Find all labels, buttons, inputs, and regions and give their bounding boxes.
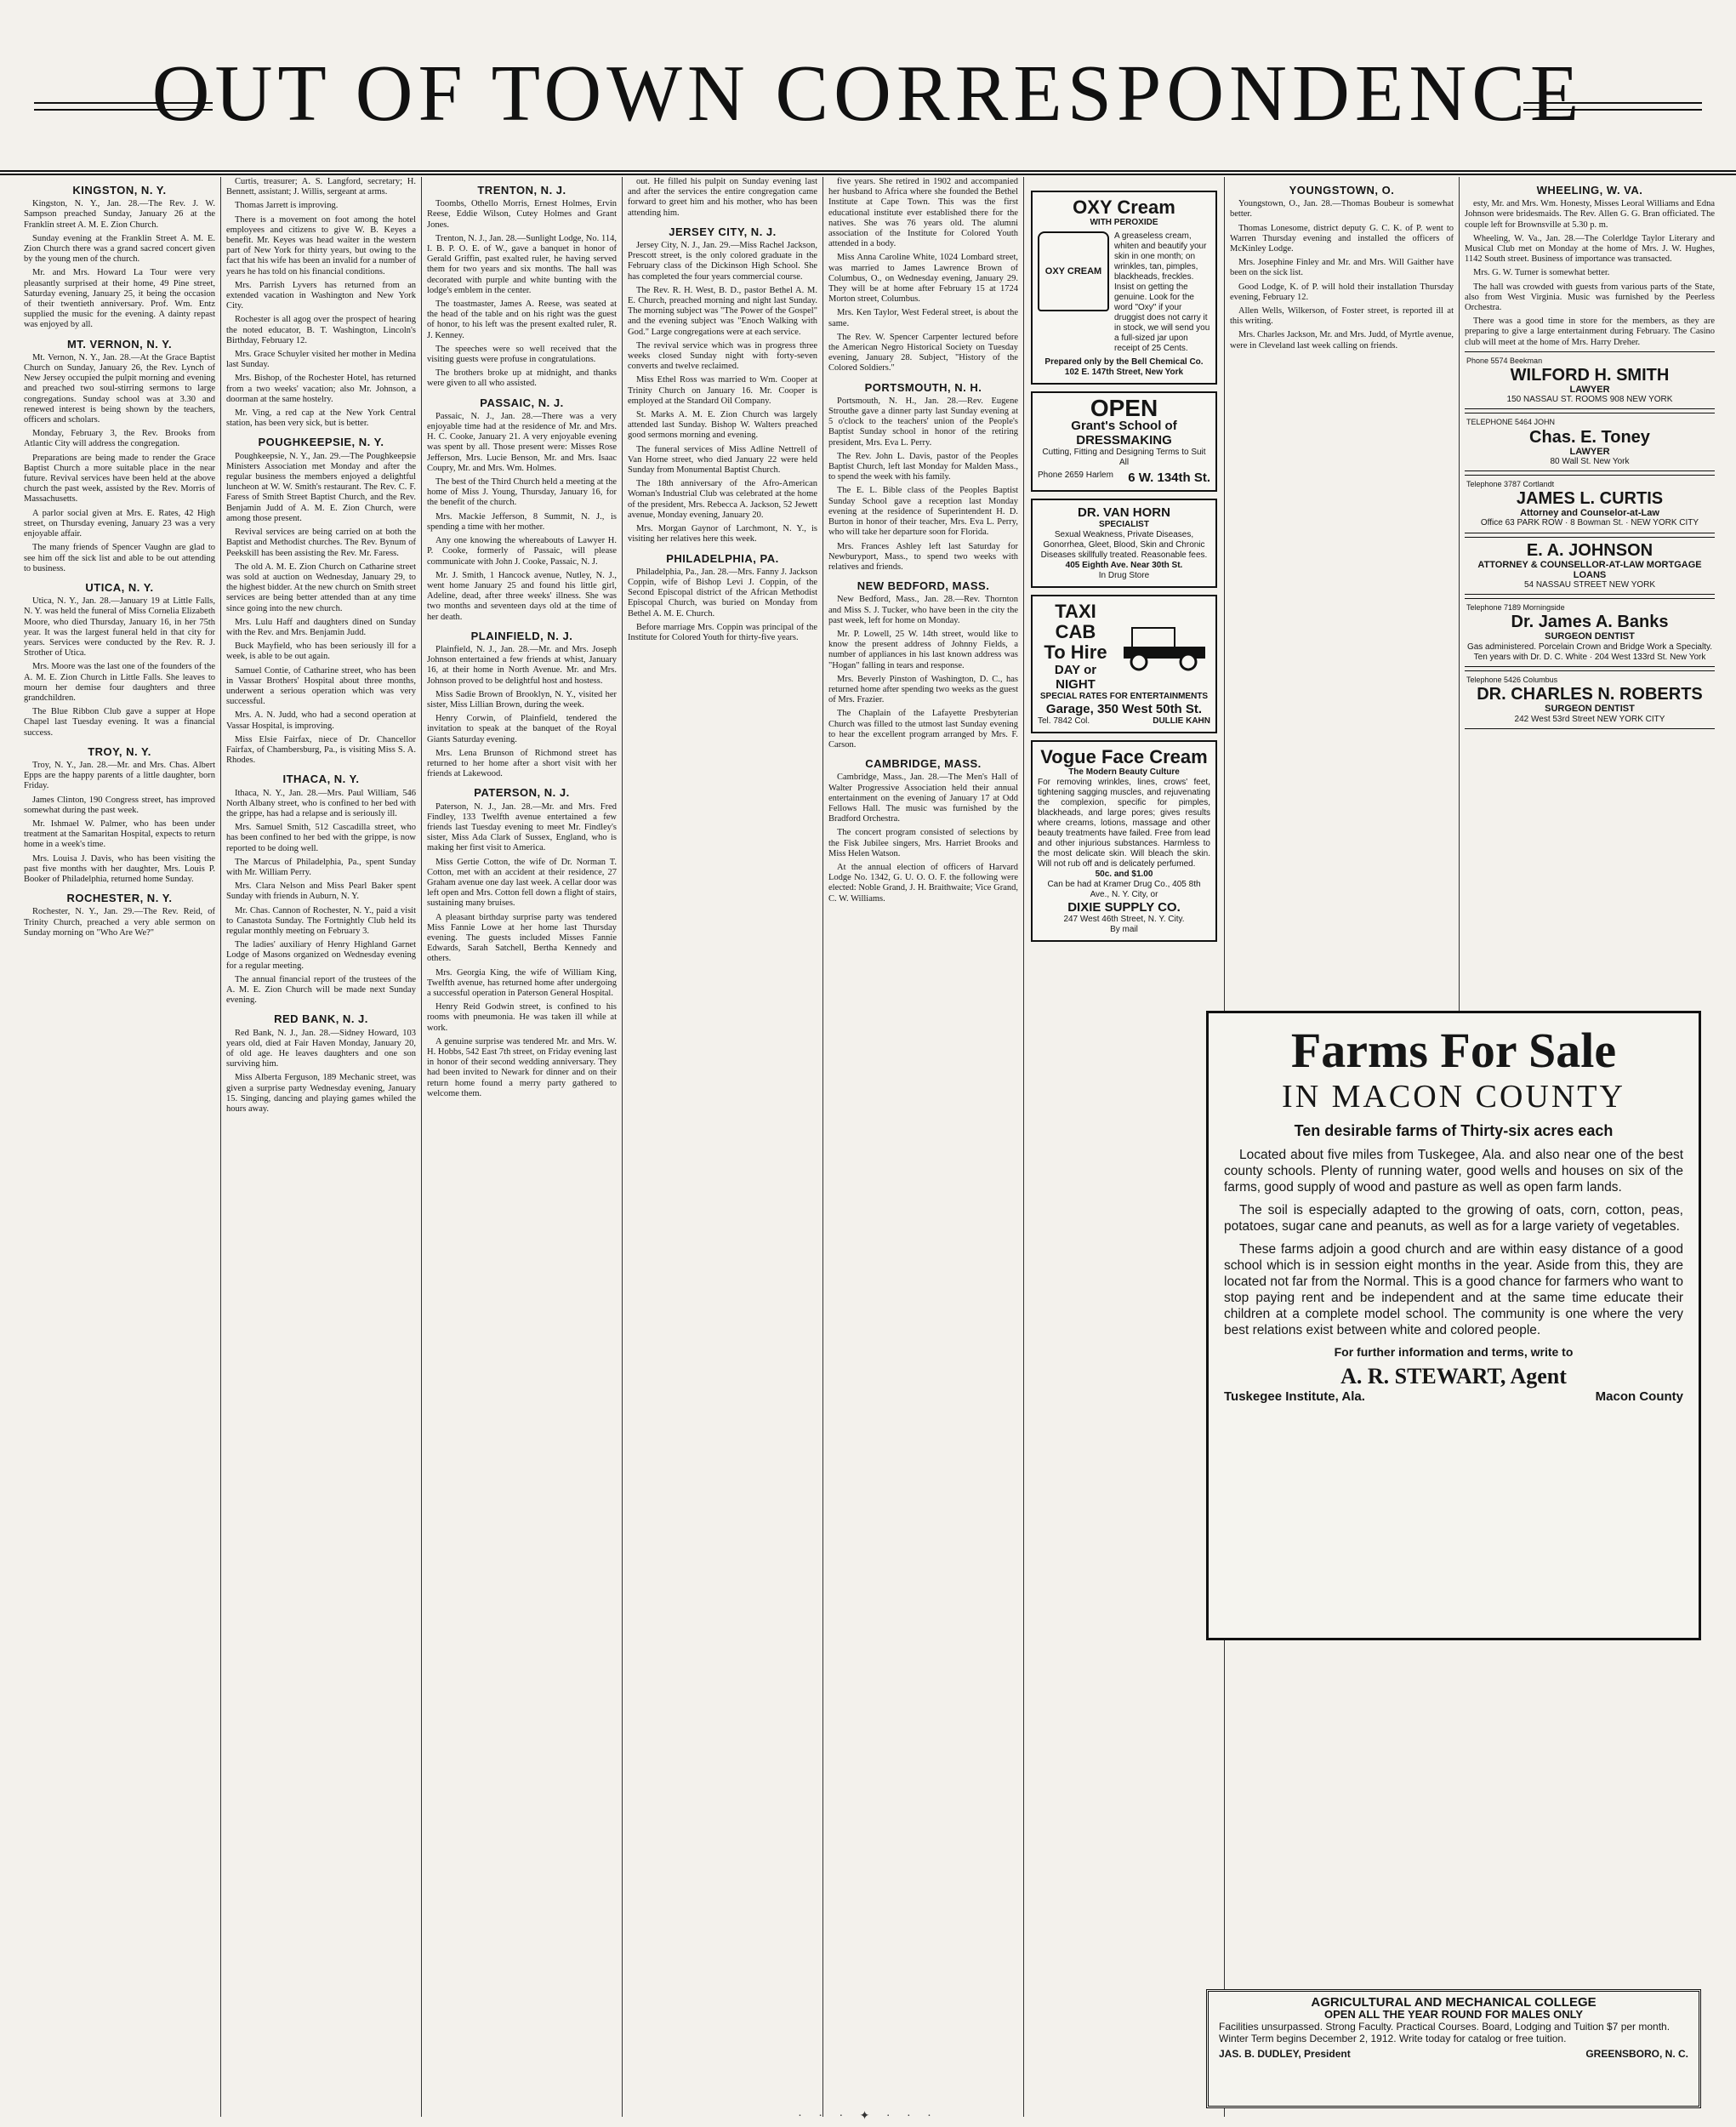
article-paragraph: A genuine surprise was tendered Mr. and Mrs. W. H. Hobbs, 542 East 7th street, on Friday evening last in honor of their second wedding anniversary. They had been invited to Newark for dinner and on their return home found a merry party gathered to welcome them. xyxy=(427,1036,617,1098)
business-card xyxy=(1465,670,1715,729)
cream-jar-icon: OXY CREAM xyxy=(1038,231,1109,311)
article-paragraph: The old A. M. E. Zion Church on Catharine street was sold at auction on Wednesday, January 29, to the highest bidder. At the new church on Smith street services are being better attended than at any time since going into the new church. xyxy=(226,562,416,613)
article-paragraph: Mrs. Grace Schuyler visited her mother in Medina last Sunday. xyxy=(226,350,416,370)
article-paragraph: Plainfield, N. J., Jan. 28.—Mr. and Mrs. Joseph Johnson entertained a few friends at whist, January 16, at their home in North Avenue. Mr. and Mrs. Johnson proved to be delightful host and hostess. xyxy=(427,644,617,686)
business-card xyxy=(1465,475,1715,533)
article-heading: PHILADELPHIA, PA. xyxy=(666,551,779,565)
business-card-tel: Telephone 3787 Cortlandt xyxy=(1466,480,1555,489)
article-paragraph: Sunday evening at the Franklin Street A. M. E. Zion Church there was a grand sacred concert given by the young men of the church. xyxy=(24,233,215,265)
business-card-name: Dr. James A. Banks xyxy=(1511,613,1669,632)
article-paragraph: Mr. and Mrs. Howard La Tour were very pleasantly surprised at their home, 49 Pine street, Saturday evening, January 25, it being the occasion of their twentieth anniversary. Prof. Wm. Entz supplied the music for the evening. A dainty repast was enjoyed by all. xyxy=(24,268,215,330)
article-paragraph: Revival services are being carried on at both the Baptist and Methodist churches. The Rev. Bynum of Peekskill has been assisting the Rev. Mr. Faress. xyxy=(226,527,416,558)
masthead xyxy=(0,0,1736,175)
oxy-subtitle: WITH PEROXIDE xyxy=(1090,218,1158,227)
taxi-garage: Garage, 350 West 50th St. xyxy=(1045,702,1203,716)
farms-place-left: Tuskegee Institute, Ala. xyxy=(1224,1389,1365,1404)
article-paragraph: Wheeling, W. Va., Jan. 28.—The Colerldge Taylor Literary and Musical Club met on Monday at the home of Mrs. J. W. Hughes, 1142 South street. Business of importance was transacted. xyxy=(1465,233,1715,265)
business-card-addr: Office 63 PARK ROW · 8 Bowman St. · NEW YORK CITY xyxy=(1480,518,1699,528)
article-heading: ROCHESTER, N. Y. xyxy=(66,892,173,905)
van-horn-sub: SPECIALIST xyxy=(1099,520,1149,529)
article-paragraph: A parlor social given at Mrs. E. Rates, 42 High street, on Thursday evening, January 23 was a very enjoyable affair. xyxy=(24,508,215,539)
business-card-name: Chas. E. Toney xyxy=(1529,427,1650,447)
business-card-addr: 150 NASSAU ST. ROOMS 908 NEW YORK xyxy=(1506,395,1673,405)
article-paragraph: There is a movement on foot among the hotel employees and citizens to give W. B. Keyes a benefit. Mr. Keyes was head waiter in the western part of New York for thirty years, but owing to the fact that his wife has been an invalid for a number of years he has told on his financial conditions. xyxy=(226,214,416,277)
article-paragraph: Mr. Ishmael W. Palmer, who has been under treatment at the Samaritan Hospital, expects to return home in a week's time. xyxy=(24,818,215,850)
article-paragraph: Ithaca, N. Y., Jan. 28.—Mrs. Paul William, 546 North Albany street, who is confined to her bed with the grippe, has had a relapse and is seriously ill. xyxy=(226,788,416,818)
business-card-name: JAMES L. CURTIS xyxy=(1516,489,1664,509)
vogue-body: For removing wrinkles, lines, crows' feet, tightening sagging muscles, and rejuvenating the complexion, specific for pimples, blackheads, and large pores; gives results where creams, lotions, massage and other beauty treatments have failed. Free from lead and other injurious substances. Harmless to the most delicate skin. Will bleach the skin. Will not rub off and is delicately perfumed. xyxy=(1038,778,1210,869)
article-paragraph: Henry Reid Godwin street, is confined to his rooms with pneumonia. He was taken ill while at work. xyxy=(427,1002,617,1033)
business-card-tel: Phone 5574 Beekman xyxy=(1466,356,1543,365)
business-card xyxy=(1465,351,1715,410)
masthead-ornament-right xyxy=(1523,102,1702,111)
article-paragraph: Mrs. Lulu Haff and daughters dined on Sunday with the Rev. and Mrs. Benjamin Judd. xyxy=(226,617,416,637)
article-paragraph: Trenton, N. J., Jan. 28.—Sunlight Lodge, No. 114, I. B. P. O. E. of W., gave a banquet in honor of Gerald Griffin, past exalted ruler, he having served them for two years and six months. The hall was decorated with purple and white bunting with the lodge's emblem in the center. xyxy=(427,233,617,295)
article-paragraph: Mrs. Josephine Finley and Mr. and Mrs. Will Gaither have been on the sick list. xyxy=(1230,258,1454,278)
farms-subtitle: IN MACON COUNTY xyxy=(1282,1079,1625,1115)
business-card-name: WILFORD H. SMITH xyxy=(1510,366,1670,385)
business-card-tel: Telephone 7189 Morningside xyxy=(1466,603,1565,613)
article-paragraph: Toombs, Othello Morris, Ernest Holmes, Ervin Reese, Eddie Wilson, Cutey Holmes and Grant Jones. xyxy=(427,199,617,230)
article-youngstown xyxy=(1230,185,1454,351)
article-heading: PASSAIC, N. J. xyxy=(480,396,564,409)
article-paragraph: New Bedford, Mass., Jan. 28.—Rev. Thornton and Miss S. J. Tucker, who have been in the city the past week, left for home on Monday. xyxy=(828,595,1018,625)
vogue-mail: By mail xyxy=(1110,925,1138,934)
article-paragraph: The Chaplain of the Lafayette Presbyterian Church was filled to the utmost last Sunday evening to hear the excellent program arranged by Mrs. F. Carson. xyxy=(828,709,1018,750)
article-paragraph: Samuel Contie, of Catharine street, who has been in Vassar Brothers' Hospital about three months, underwent a serious operation which was very successful. xyxy=(226,665,416,707)
column-4 xyxy=(623,177,823,2117)
article-paragraph: The speeches were so well received that the visiting guests were profuse in congratulations. xyxy=(427,344,617,365)
dressmaking-ad xyxy=(1031,391,1217,492)
vogue-supply-address: 247 West 46th Street, N. Y. City. xyxy=(1063,915,1185,924)
business-card xyxy=(1465,537,1715,596)
taxi-sub: To Hire xyxy=(1044,642,1107,663)
article-paragraph: Preparations are being made to render the Grace Baptist Church a more suitable place in the near future. Revival services have been held at the above church the past week, assisted by the Rev. Morris of Massachusetts. xyxy=(24,453,215,505)
article-paragraph: The 18th anniversary of the Afro-American Woman's Industrial Club was celebrated at the home of the president, Mrs. Rebecca A. Jackson, 52 Jewett avenue, Monday evening, January 20. xyxy=(628,479,817,520)
article-paragraph: Miss Alberta Ferguson, 189 Mechanic street, was given a surprise party Wednesday evening, January 15. Singing, dancing and playing games whiled the hours away. xyxy=(226,1073,416,1115)
article-heading: UTICA, N. Y. xyxy=(85,580,154,594)
article-wheeling xyxy=(1465,185,1715,348)
article-paragraph: St. Marks A. M. E. Zion Church was largely attended last Sunday. Bishop W. Walters preached good sermons morning and evening. xyxy=(628,410,817,441)
article-paragraph: Mrs. Beverly Pinston of Washington, D. C., has returned home after spending two weeks as the guest of Mrs. Frazier. xyxy=(828,674,1018,705)
college-place: GREENSBORO, N. C. xyxy=(1585,2048,1688,2060)
article-paragraph: Mr. Chas. Cannon of Rochester, N. Y., paid a visit to Canastota Sunday. The Fortnightly Club held its regular monthly meeting on February 3. xyxy=(226,905,416,936)
article-paragraph: Allen Wells, Wilkerson, of Foster street, is reported ill at this writing. xyxy=(1230,306,1454,327)
business-card-role: SURGEON DENTIST xyxy=(1545,631,1635,642)
article-heading: ITHACA, N. Y. xyxy=(282,773,360,786)
article-paragraph: The Blue Ribbon Club gave a supper at Hope Chapel last Tuesday evening. It was a financial success. xyxy=(24,707,215,738)
article-paragraph: Henry Corwin, of Plainfield, tendered the invitation to speak at the banquet of the Royal Giants Saturday evening. xyxy=(427,714,617,744)
business-card-role: SURGEON DENTIST xyxy=(1545,704,1635,715)
van-horn-ad xyxy=(1031,499,1217,588)
dressmaking-line: Cutting, Fitting and Designing Terms to Suit All xyxy=(1042,448,1206,467)
article-passaic xyxy=(427,398,617,623)
article-utica xyxy=(24,580,215,738)
article-paragraph: Red Bank, N. J., Jan. 28.—Sidney Howard, 103 years old, died at Fair Haven Monday, January 20, of old age. He leaves daughters and one son surviving him. xyxy=(226,1028,416,1069)
oxy-cream-ad xyxy=(1031,191,1217,385)
article-paragraph: Mrs. Lena Brunson of Richmond street has returned to her home after a short visit with her friends at Lakewood. xyxy=(427,748,617,779)
article-paragraph: Mrs. G. W. Turner is somewhat better. xyxy=(1473,268,1610,278)
article-heading: PORTSMOUTH, N. H. xyxy=(864,380,982,394)
oxy-maker: Prepared only by the Bell Chemical Co. 102 E. 147th Street, New York xyxy=(1044,357,1204,377)
van-horn-title: DR. VAN HORN xyxy=(1078,505,1170,520)
article-col5top xyxy=(628,177,817,219)
newspaper-page xyxy=(19,177,1720,2117)
column-1 xyxy=(19,177,221,2117)
vogue-supply: DIXIE SUPPLY CO. xyxy=(1067,900,1181,915)
college-body: Facilities unsurpassed. Strong Faculty. Practical Courses. Board, Lodging and Tuition $7 per month. Winter Term begins December 2, 1912. Write today for catalog or free tuition. xyxy=(1219,2021,1671,2044)
article-paragraph: Mrs. Clara Nelson and Miss Pearl Baker spent Sunday with friends in Auburn, N. Y. xyxy=(226,881,416,902)
article-paragraph: Mrs. Mackie Jefferson, 8 Summit, N. J., is spending a time with her mother. xyxy=(427,511,617,532)
article-paragraph: Mr. J. Smith, 1 Hancock avenue, Nutley, N. J., went home January 25 and found his little girl, Adeline, dead, after three weeks' illness. She was two months and seventeen days old at the time of her death. xyxy=(427,570,617,622)
farms-agent: A. R. STEWART, Agent xyxy=(1340,1364,1567,1389)
article-paragraph: Monday, February 3, the Rev. Brooks from Atlantic City will address the congregation. xyxy=(24,429,215,449)
vogue-title: Vogue Face Cream xyxy=(1040,746,1208,767)
article-heading: PLAINFIELD, N. J. xyxy=(470,629,573,642)
article-paragraph: Youngstown, O., Jan. 28.—Thomas Boubeur is somewhat better. xyxy=(1230,199,1454,220)
taxi-car-icon xyxy=(1117,621,1210,672)
business-card-role: LAWYER xyxy=(1569,385,1610,396)
article-paragraph: The brothers broke up at midnight, and thanks were given to all who assisted. xyxy=(427,368,617,389)
van-horn-note: In Drug Store xyxy=(1098,571,1150,580)
business-card-role: Attorney and Counselor-at-Law xyxy=(1520,508,1659,519)
article-paragraph: Cambridge, Mass., Jan. 28.—The Men's Hall of Walter Progressive Association held their annual entertainment on the evening of January 17 at Odd Fellows Hall. The music was furnished by the Bradford Orchestra. xyxy=(828,773,1018,824)
article-paragraph: Mrs. Morgan Gaynor of Larchmont, N. Y., is visiting her relatives here this week. xyxy=(628,524,817,545)
article-paragraph: Mrs. Ken Taylor, West Federal street, is about the same. xyxy=(828,308,1018,328)
article-paragraph: Miss Ethel Ross was married to Wm. Cooper at Trinity Church on January 16. Mr. Cooper is employed at the Standard Oil Company. xyxy=(628,375,817,406)
article-paragraph: The toastmaster, James A. Reese, was seated at the head of the table and on his right was the guest of honor, to his left was the present exalted ruler, R. J. Kenney. xyxy=(427,299,617,340)
farms-cta: For further information and terms, write to xyxy=(1334,1345,1574,1359)
van-horn-body: Sexual Weakness, Private Diseases, Gonorrhea, Gleet, Blood, Skin and Chronic Diseases skillfully treated. Reasonable fees. xyxy=(1040,530,1208,560)
article-paragraph: The hall was crowded with guests from various parts of the State, also from West Virginia. Music was furnished by the Peerless Orchestra. xyxy=(1465,282,1715,313)
article-paragraph: The ladies' auxiliary of Henry Highland Garnet Lodge of Masons organized on Wednesday evening for a regular meeting. xyxy=(226,940,416,971)
article-cambridge xyxy=(828,759,1018,904)
article-paragraph: The Marcus of Philadelphia, Pa., spent Sunday with Mr. William Perry. xyxy=(226,857,416,877)
column-3 xyxy=(422,177,623,2117)
business-card-addr: 54 NASSAU STREET NEW YORK xyxy=(1523,580,1656,590)
business-card-role: ATTORNEY & COUNSELLOR-AT-LAW MORTGAGE LOANS xyxy=(1477,559,1702,580)
article-heading: TRENTON, N. J. xyxy=(477,184,566,197)
article-paragraph: There was a good time in store for the members, as they are preparing to give a large entertainment during February. The Casino club will meet at the home of Mrs. Harry Dreher. xyxy=(1465,316,1715,347)
article-paragraph: Before marriage Mrs. Coppin was principal of the Institute for Colored Youth for thirty-five years. xyxy=(628,622,817,642)
dressmaking-address: 6 W. 134th St. xyxy=(1128,470,1210,485)
article-paragraph: The Rev. W. Spencer Carpenter lectured before the American Negro Historical Society on Tuesday evening, January 28. Subject, "History of the Colored Soldiers." xyxy=(828,332,1018,374)
article-philadelphia xyxy=(628,551,817,644)
article-heading: NEW BEDFORD, MASS. xyxy=(857,579,990,593)
college-title: AGRICULTURAL AND MECHANICAL COLLEGE xyxy=(1311,1995,1597,2010)
article-mtvernon xyxy=(24,339,215,574)
oxy-title: OXY Cream xyxy=(1073,197,1175,218)
article-paragraph: Philadelphia, Pa., Jan. 28.—Mrs. Fanny J. Jackson Coppin, wife of Bishop Levi J. Coppin, of the Second Episcopal district of the African Methodist Episcopal Church, was buried on Monday from Bethel A. M. E. Church. xyxy=(628,567,817,619)
farms-paragraph-2: The soil is especially adapted to the growing of oats, corn, cotton, peas, potatoes, sugar cane and peanuts, as well as for a large variety of vegetables. xyxy=(1224,1203,1683,1234)
article-paragraph: Mrs. Parrish Lyvers has returned from an extended vacation in Washington and New York City. xyxy=(226,280,416,311)
article-col2top xyxy=(226,177,416,429)
article-heading: JERSEY CITY, N. J. xyxy=(669,225,777,238)
page-footer-ornament: · · · ✦ · · · xyxy=(798,2110,938,2123)
farms-for-sale-ad xyxy=(1206,1011,1701,1640)
article-paragraph: Mrs. Samuel Smith, 512 Cascadilla street, who has been confined to her bed with the grippe, is now reported to be doing well. xyxy=(226,823,416,853)
article-paragraph: Paterson, N. J., Jan. 28.—Mr. and Mrs. Fred Findley, 133 Twelfth avenue entertained a few friends last Tuesday evening to meet Mr. Findley's sister, Miss Ada Clark of Sussex, England, who is making her first visit to America. xyxy=(427,801,617,853)
article-paragraph: Curtis, treasurer; A. S. Langford, secretary; H. Bennett, assistant; J. Willis, sergeant at arms. xyxy=(226,177,416,197)
business-card xyxy=(1465,413,1715,471)
article-paragraph: Miss Elsie Fairfax, niece of Dr. Chancellor Fairfax, of Chambersburg, Pa., is visiting Miss S. A. Rhodes. xyxy=(226,734,416,766)
article-col6top xyxy=(828,177,1018,374)
taxi-when: DAY or NIGHT xyxy=(1054,663,1097,692)
business-card-addr: 80 Wall St. New York xyxy=(1550,456,1630,466)
article-paragraph: At the annual election of officers of Harvard Lodge No. 1342, G. U. O. O. F. the following were elected: Noble Grand, J. H. Braithwaite; Vice Grand, C. W. Williams. xyxy=(828,862,1018,904)
column-2 xyxy=(221,177,422,2117)
article-paragraph: The annual financial report of the trustees of the A. M. E. Zion Church will be made next Sunday evening. xyxy=(226,974,416,1006)
business-card-name: E. A. JOHNSON xyxy=(1526,540,1653,560)
article-trenton xyxy=(427,185,617,390)
article-troy xyxy=(24,744,215,885)
article-paragraph: out. He filled his pulpit on Sunday evening last and after the services the entire congregation came forward to greet him and his mother, who has been attending him. xyxy=(628,177,817,218)
taxi-ad xyxy=(1031,595,1217,733)
article-paragraph: Rochester, N. Y., Jan. 29.—The Rev. Reid, of Trinity Church, preached a very able sermon on Sunday morning on "Who Are We?" xyxy=(24,907,215,938)
article-heading: MT. VERNON, N. Y. xyxy=(66,337,173,351)
article-portsmouth xyxy=(828,380,1018,573)
article-paragraph: Miss Gertie Cotton, the wife of Dr. Norman T. Cotton, met with an accident at their residence, 27 Graham avenue one day last week. A cellar door was left open and Mrs. Cotton fell down a flight of stairs, sustaining many bruises. xyxy=(427,857,617,909)
article-paragraph: Mrs. Bishop, of the Rochester Hotel, has returned from a two weeks' vacation; also Mr. Johnson, a doorman at the same hostelry. xyxy=(226,374,416,404)
article-paragraph: esty, Mr. and Mrs. Wm. Honesty, Misses Leoral Williams and Edna Johnson were bridesmaids. The Rev. Allen G. G. Bran officiated. The couple left for Brownsville at 5.30 p. m. xyxy=(1465,199,1715,230)
vogue-price: 50c. and $1.00 xyxy=(1095,870,1153,879)
article-heading: WHEELING, W. VA. xyxy=(1536,184,1643,197)
article-heading: RED BANK, N. J. xyxy=(274,1012,368,1026)
article-heading: TROY, N. Y. xyxy=(88,744,151,758)
article-paragraph: Good Lodge, K. of P. will hold their installation Thursday evening, February 12. xyxy=(1230,282,1454,302)
taxi-rates: SPECIAL RATES FOR ENTERTAINMENTS xyxy=(1039,692,1209,701)
article-paragraph: five years. She retired in 1902 and accompanied her husband to Africa where she founded the Bethel Institute at Cape Town. This was the first educational institute ever established there for the natives. She was 76 years old. The alumni association of the Institute for Colored Youth attended in a body. xyxy=(828,177,1018,249)
article-rochester xyxy=(24,893,215,938)
article-newbedford xyxy=(828,581,1018,750)
article-paragraph: The concert program consisted of selections by the Fisk Jubilee singers, Mrs. Harriet Brooks and Miss Helen Watson. xyxy=(828,828,1018,858)
article-paragraph: James Clinton, 190 Congress street, has improved somewhat during the past week. xyxy=(24,795,215,815)
column-5 xyxy=(823,177,1024,2117)
article-paragraph: Portsmouth, N. H., Jan. 28.—Rev. Eugene Strouthe gave a dinner party last Sunday evening at 5 o'clock to the teachers' union of the People's Baptist Sunday school in honor of the retiring president, Mrs. Eva L. Perry. xyxy=(828,396,1018,448)
article-heading: PATERSON, N. J. xyxy=(474,786,570,800)
article-redbank xyxy=(226,1014,416,1115)
article-paragraph: A pleasant birthday surprise party was tendered Miss Fannie Lowe at her home last Thursday evening. The guests included Misses Fannie Edwards, Sarah Satchell, Bertha Kennedy and others. xyxy=(427,912,617,964)
taxi-title: TAXI CAB xyxy=(1055,601,1096,642)
vogue-cream-ad xyxy=(1031,740,1217,942)
article-heading: CAMBRIDGE, MASS. xyxy=(865,757,982,771)
farms-place-right: Macon County xyxy=(1595,1389,1683,1404)
taxi-tel: Tel. 7842 Col. xyxy=(1038,716,1090,726)
article-paragraph: Jersey City, N. J., Jan. 29.—Miss Rachel Jackson, Prescott street, is the only colored graduate in the February class of the Dickinson High School. She has completed the four years commercial course. xyxy=(628,241,817,282)
business-card-tel: Telephone 5426 Columbus xyxy=(1466,676,1558,685)
article-paragraph: Mr. P. Lowell, 25 W. 14th street, would like to know the present address of Johnny Fields, a number of appliances in his last known address was "Hogan" falling in tears and response. xyxy=(828,629,1018,670)
article-heading: KINGSTON, N. Y. xyxy=(72,184,167,197)
article-ithaca xyxy=(226,774,416,1006)
article-paragraph: Miss Sadie Brown of Brooklyn, N. Y., visited her sister, Miss Lillian Brown, during the week. xyxy=(427,689,617,710)
article-paragraph: Mrs. Frances Ashley left last Saturday for Newburyport, Mass., to spend two weeks with relatives and friends. xyxy=(828,541,1018,572)
article-paragraph: Mrs. Louisa J. Davis, who has been visiting the past five months with her daughter, Mrs. Louis P. Booker of Philadelphia, returned home Sunday. xyxy=(24,853,215,884)
dressmaking-phone: Phone 2659 Harlem xyxy=(1038,470,1113,480)
business-card-tel: TELEPHONE 5464 JOHN xyxy=(1466,418,1556,427)
article-heading: YOUNGSTOWN, O. xyxy=(1289,184,1395,197)
article-paragraph: The revival service which was in progress three weeks closed Sunday night with forty-seven converts and twelve reclaimed. xyxy=(628,340,817,372)
article-paragraph: Thomas Jarrett is improving. xyxy=(235,201,339,211)
farms-title: Farms For Sale xyxy=(1290,1023,1617,1078)
article-paragraph: The Rev. John L. Davis, pastor of the Peoples Baptist Church, left last Monday for Malden Mass., to spend the week with his family. xyxy=(828,451,1018,482)
column-6 xyxy=(1024,177,1225,2117)
article-paragraph: Miss Anna Caroline White, 1024 Lombard street, was married to James Lawrence Brown of Columbus, O., on Wednesday evening, January 29. They will be at home after February 15 at 1724 Morton street, Columbus. xyxy=(828,253,1018,305)
article-paragraph: Utica, N. Y., Jan. 28.—January 19 at Little Falls, N. Y. was held the funeral of Miss Cornelia Elizabeth Moore, who died Thursday, January 16, in her 75th year. It was the largest funeral held in that city for years. Services were conducted by the Rev. R. J. Strother of Utica. xyxy=(24,596,215,659)
article-paragraph: Thomas Lonesome, district deputy G. C. K. of P. went to Warren Thursday evening and installed the officers of McKinley Lodge. xyxy=(1230,223,1454,254)
article-paragraph: Buck Mayfield, who has been seriously ill for a week, is able to be out again. xyxy=(226,642,416,662)
vogue-where: Can be had at Kramer Drug Co., 405 8th Ave., N. Y. City, or xyxy=(1047,880,1201,899)
article-paragraph: Mrs. Moore was the last one of the founders of the A. M. E. Zion Church in Little Falls. She leaves to mourn her demise four daughters and three grandchildren. xyxy=(24,662,215,703)
article-jerseycity xyxy=(628,227,817,545)
college-president: JAS. B. DUDLEY, President xyxy=(1219,2048,1351,2060)
article-kingston xyxy=(24,185,215,331)
article-paragraph: Passaic, N. J., Jan. 28.—There was a very enjoyable time had at the residence of Mr. and Mrs. H. C. Cooke, January 21. A very enjoyable evening was spent by all. Those present were: Misses Rose Jefferson, Mrs. Lucie Benson, Mr. and Mrs. Isaac Coupry, Mr. and Mrs. Wm. Holmes. xyxy=(427,411,617,473)
college-sub: OPEN ALL THE YEAR ROUND FOR MALES ONLY xyxy=(1323,2008,1584,2021)
article-paragraph: Mrs. Georgia King, the wife of William King, Twelfth avenue, has returned home after undergoing a successful operation in Paterson General Hospital. xyxy=(427,967,617,999)
farms-paragraph-1: Located about five miles from Tuskegee, Ala. and also near one of the best county schools. Plenty of running water, good wells and houses on six of the farms, good supply of wood and pasture as well as open farm lands. xyxy=(1224,1148,1683,1195)
article-paragraph: Mrs. Charles Jackson, Mr. and Mrs. Judd, of Myrtle avenue, were in Cleveland last week calling on friends. xyxy=(1230,330,1454,351)
article-paragraph: Troy, N. Y., Jan. 28.—Mr. and Mrs. Chas. Albert Epps are the happy parents of a little daughter, born Friday. xyxy=(24,760,215,791)
business-card xyxy=(1465,598,1715,667)
article-paragraph: Mt. Vernon, N. Y., Jan. 28.—At the Grace Baptist Church on Sunday, January 26, the Rev. Lynch of New Jersey occupied the pulpit morning and evening and preached two soul-stirring sermons to large congregations. Sunday school was at 3.30 and renewed interest is being shown by the teachers, officers and scholars. xyxy=(24,352,215,425)
vogue-sub: The Modern Beauty Culture xyxy=(1068,767,1180,777)
article-paragraph: The many friends of Spencer Vaughn are glad to see him off the sick list and able to be out attending to business. xyxy=(24,543,215,573)
taxi-owner: DULLIE KAHN xyxy=(1153,716,1210,726)
article-paragraph: The Rev. R. H. West, B. D., pastor Bethel A. M. E. Church, preached morning and night last Sunday. The morning subject was "The Power of the Gospel" and the evening subject was "Enoch Walking with God." Large congregations were at each service. xyxy=(628,285,817,337)
business-card-role: LAWYER xyxy=(1569,446,1610,457)
article-paragraph: The funeral services of Miss Adline Nettrell of Van Horne street, who died January 22 were held Sunday from Monumental Baptist Church. xyxy=(628,444,817,476)
page-title: OUT OF TOWN CORRESPONDENCE xyxy=(151,49,1585,138)
oxy-body: A greaseless cream, whiten and beautify your skin in one month; on wrinkles, tan, pimples, blackheads, freckles. Insist on getting the genuine. Look for the word "Oxy" if your druggist does not carry it in stock, we will send you a full-sized jar upon receipt of 25 Cents. xyxy=(1114,231,1210,353)
article-paragraph: Mrs. A. N. Judd, who had a second operation at Vassar Hospital, is improving. xyxy=(226,710,416,731)
dressmaking-school: Grant's School of DRESSMAKING xyxy=(1071,419,1177,448)
article-paragraph: Any one knowing the whereabouts of Lawyer H. P. Cooke, formerly of Passaic, will please communicate with John J. Cooke, Passaic, N. J. xyxy=(427,536,617,567)
article-poughkeepsie xyxy=(226,437,416,766)
article-heading: POUGHKEEPSIE, N. Y. xyxy=(258,436,384,449)
article-paterson xyxy=(427,788,617,1099)
article-paragraph: The best of the Third Church held a meeting at the home of Miss J. Young, Thursday, January 16, for the benefit of the church. xyxy=(427,477,617,508)
business-card-addr: Gas administered. Porcelain Crown and Bridge Work a Specialty. Ten years with Dr. D. C. White · 204 West 133rd St. New York xyxy=(1466,642,1713,662)
business-card-addr: 242 West 53rd Street NEW YORK CITY xyxy=(1514,714,1665,724)
article-paragraph: Mr. Ving, a red cap at the New York Central station, has been very sick, but is better. xyxy=(226,408,416,429)
farms-tagline: Ten desirable farms of Thirty-six acres each xyxy=(1294,1122,1614,1139)
article-paragraph: The E. L. Bible class of the Peoples Baptist Sunday School gave a reception last Monday evening at the residence of Superintendent H. D. Burton in honor of their teacher, Mrs. Eva L. Perry, who will take her departure soon for Florida. xyxy=(828,486,1018,538)
article-paragraph: Poughkeepsie, N. Y., Jan. 29.—The Poughkeepsie Ministers Association met Monday and after the regular business the members enjoyed a delightful luncheon at W. W. Smith's restaurant. The Rev. C. F. Faress of Smith Street Baptist Church, and the Rev. Benjamin Judd of A. M. E. Zion Church, were among those present. xyxy=(226,451,416,523)
van-horn-address: 405 Eighth Ave. Near 30th St. xyxy=(1065,561,1183,570)
business-card-name: DR. CHARLES N. ROBERTS xyxy=(1477,685,1703,704)
agricultural-college-ad xyxy=(1206,1989,1701,2108)
open-title: OPEN xyxy=(1090,395,1158,421)
article-plainfield xyxy=(427,631,617,780)
article-paragraph: Rochester is all agog over the prospect of hearing the noted educator, B. T. Washington, Lincoln's Birthday, February 12. xyxy=(226,315,416,345)
farms-paragraph-3: These farms adjoin a good church and are within easy distance of a good school which is in session eight months in the year. Aside from this, they are located not far from the Normal. This is a good chance for farmers who want to stop paying rent and be independent and at the same time educate their children at a complete model school. The community is one where the very best relations exist between white and colored people. xyxy=(1224,1242,1683,1337)
article-paragraph: Kingston, N. Y., Jan. 28.—The Rev. J. W. Sampson preached Sunday, January 26 at the Franklin street A. M. E. Zion Church. xyxy=(24,199,215,230)
